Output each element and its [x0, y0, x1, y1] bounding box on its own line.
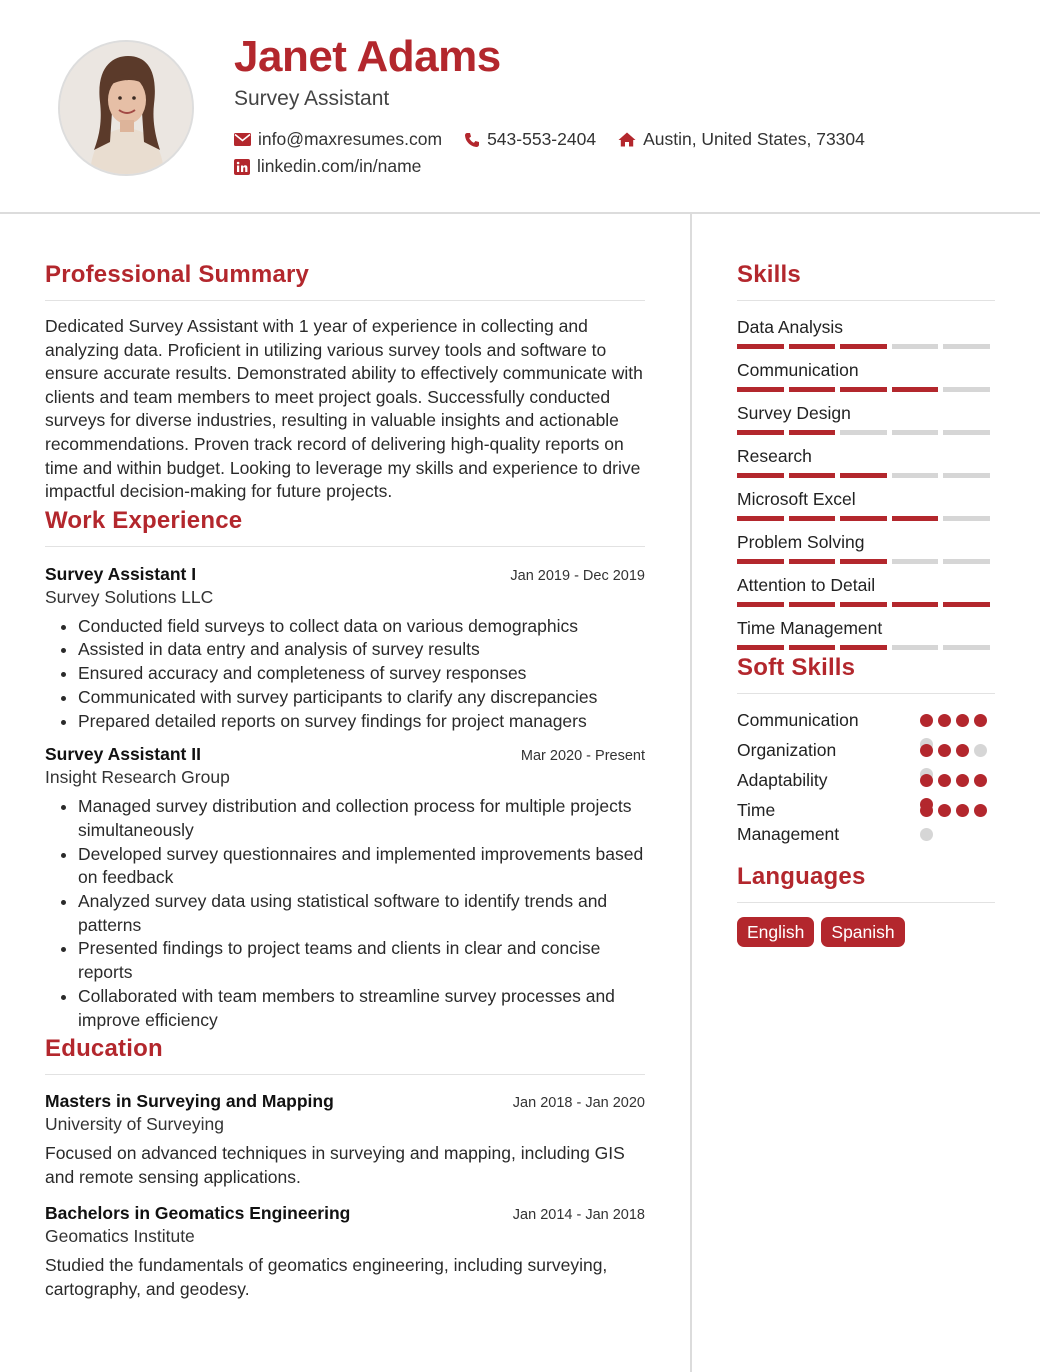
- job-company: Insight Research Group: [45, 767, 230, 788]
- skill-level-segment: [840, 387, 887, 392]
- contact-row: [234, 129, 887, 150]
- rating-dot: [938, 804, 951, 817]
- skill-level-segment: [737, 387, 784, 392]
- language-pill: English: [737, 917, 814, 947]
- education-description: Focused on advanced techniques in surveying and mapping, including GIS and remote sensing applications.: [45, 1143, 625, 1187]
- rating-dot: [920, 714, 933, 727]
- rating-dot: [920, 744, 933, 757]
- rating-dot: [974, 744, 987, 757]
- skill-item: [737, 315, 995, 349]
- skill-item: [737, 573, 995, 607]
- rating-dot: [938, 744, 951, 757]
- skill-level-segment: [943, 344, 990, 349]
- skill-level-segment: [892, 387, 939, 392]
- job-dates: Jan 2019 - Dec 2019: [510, 567, 645, 584]
- job-company: Survey Solutions LLC: [45, 586, 214, 607]
- degree-title: Masters in Surveying and Mapping: [45, 1091, 334, 1112]
- skill-level-segment: [737, 602, 784, 607]
- job-entry: [45, 742, 645, 1032]
- soft-skill-name: Time Management: [737, 800, 840, 844]
- job-bullets: [45, 615, 645, 734]
- skill-level-segment: [737, 344, 784, 349]
- skills-list: [737, 315, 995, 650]
- languages-list: [737, 917, 995, 947]
- job-title: Survey Assistant II: [45, 744, 201, 765]
- job-dates: Mar 2020 - Present: [520, 748, 645, 765]
- rating-dot: [956, 774, 969, 787]
- skill-level-segment: [789, 602, 836, 607]
- skill-name: Communication: [737, 360, 859, 380]
- avatar: [58, 40, 194, 176]
- skill-level-segment: [789, 473, 836, 478]
- job-bullet: • Developed survey questionnaires and implemented improvements based on feedback: [78, 843, 645, 890]
- rating-dot: [956, 804, 969, 817]
- job-bullet: • Ensured accuracy and completeness of survey responses: [78, 662, 645, 686]
- skill-item: [737, 487, 995, 521]
- skill-level-bar: [737, 559, 995, 564]
- main-column: [45, 258, 645, 1302]
- job-bullet: • Managed survey distribution and collection process for multiple projects simultaneously: [78, 795, 645, 842]
- soft-skills-list: [737, 708, 995, 848]
- soft-skills-heading: Soft Skills: [737, 654, 856, 681]
- soft-skill-name: Communication: [737, 710, 859, 730]
- skill-level-segment: [840, 559, 887, 564]
- education-entry: [45, 1089, 645, 1189]
- phone-text: 543-553-2404: [487, 129, 597, 149]
- skill-level-segment: [943, 387, 990, 392]
- job-bullet: • Assisted in data entry and analysis of survey results: [78, 638, 645, 662]
- experience-section: [45, 504, 645, 1033]
- skill-level-bar: [737, 473, 995, 478]
- resume-header: [0, 0, 1040, 214]
- skill-item: [737, 616, 995, 650]
- skill-name: Problem Solving: [737, 532, 865, 552]
- skill-name: Data Analysis: [737, 317, 844, 337]
- job-bullet: • Prepared detailed reports on survey findings for project managers: [78, 710, 645, 734]
- education-entry: [45, 1201, 645, 1301]
- rating-dot: [974, 714, 987, 727]
- skill-level-bar: [737, 430, 995, 435]
- job-bullets: [45, 795, 645, 1032]
- rating-dot: [920, 774, 933, 787]
- rating-dot: [956, 714, 969, 727]
- skill-level-segment: [943, 645, 990, 650]
- section-rule: [737, 902, 995, 903]
- education-section: [45, 1032, 645, 1301]
- skill-level-segment: [892, 602, 939, 607]
- rating-dot: [920, 804, 933, 817]
- skill-level-bar: [737, 516, 995, 521]
- contact-email[interactable]: [234, 129, 442, 150]
- skill-level-segment: [892, 430, 939, 435]
- rating-dot: [938, 714, 951, 727]
- skill-level-segment: [789, 344, 836, 349]
- skills-heading: Skills: [737, 261, 801, 288]
- soft-skill-item: [737, 798, 995, 848]
- contact-row-2: [234, 156, 443, 177]
- job-bullet: • Analyzed survey data using statistical software to identify trends and patterns: [78, 890, 645, 937]
- candidate-title: Survey Assistant: [234, 87, 390, 110]
- job-title: Survey Assistant I: [45, 563, 197, 584]
- skill-name: Microsoft Excel: [737, 489, 856, 509]
- candidate-name: Janet Adams: [234, 32, 501, 81]
- job-bullet: • Conducted field surveys to collect data on various demographics: [78, 615, 645, 639]
- rating-dot: [938, 774, 951, 787]
- summary-heading: Professional Summary: [45, 261, 310, 288]
- skills-section: [737, 258, 995, 650]
- soft-skill-name: Organization: [737, 740, 837, 760]
- skill-level-segment: [943, 559, 990, 564]
- school-name: Geomatics Institute: [45, 1226, 195, 1247]
- phone-icon: [464, 132, 480, 148]
- profile-photo: [60, 42, 192, 174]
- skill-level-segment: [840, 430, 887, 435]
- contact-location: [618, 129, 865, 150]
- contact-phone[interactable]: [464, 129, 596, 150]
- soft-skills-section: [737, 651, 995, 848]
- skill-level-segment: [737, 645, 784, 650]
- skill-level-segment: [737, 559, 784, 564]
- skill-level-segment: [892, 473, 939, 478]
- skill-level-segment: [840, 516, 887, 521]
- soft-skill-name: Adaptability: [737, 770, 828, 790]
- education-dates: Jan 2018 - Jan 2020: [512, 1095, 645, 1112]
- skill-level-segment: [789, 430, 836, 435]
- education-description: Studied the fundamentals of geomatics engineering, including surveying, cartography, and geodesy.: [45, 1255, 608, 1300]
- job-bullet: • Presented findings to project teams and clients in clear and concise reports: [78, 937, 645, 984]
- linkedin-text: linkedin.com/in/name: [257, 156, 422, 176]
- skill-level-segment: [840, 473, 887, 478]
- side-column: [737, 258, 995, 947]
- section-rule: [45, 546, 645, 547]
- languages-section: [737, 860, 995, 947]
- experience-heading: Work Experience: [45, 506, 243, 534]
- skill-item: [737, 401, 995, 435]
- skill-level-segment: [943, 473, 990, 478]
- linkedin-icon: [234, 159, 250, 175]
- skill-level-bar: [737, 387, 995, 392]
- skill-level-segment: [789, 645, 836, 650]
- skill-name: Research: [737, 446, 812, 466]
- skill-level-segment: [943, 516, 990, 521]
- location-text: Austin, United States, 73304: [643, 129, 865, 149]
- skill-level-bar: [737, 602, 995, 607]
- summary-text: Dedicated Survey Assistant with 1 year of experience in collecting and analyzing data. Proficient in utilizing various survey tools and software to ensure accurate results. Demonstrated ability to effectively communicate with clients and team members to meet project goals. Successfully conducted surveys for diverse industries, resulting in valuable insights and actionable recommendations. Proven track record of delivering high-quality reports on time and within budget. Looking to leverage my skills and experience to drive impactful decision-making for future projects.: [45, 316, 643, 502]
- job-bullet: • Communicated with survey participants to clarify any discrepancies: [78, 686, 645, 710]
- job-bullet: • Collaborated with team members to streamline survey processes and improve efficiency: [78, 985, 645, 1032]
- email-text: info@maxresumes.com: [258, 129, 443, 149]
- section-rule: [737, 300, 995, 301]
- school-name: University of Surveying: [45, 1114, 224, 1135]
- skill-name: Survey Design: [737, 403, 851, 423]
- skill-level-segment: [840, 645, 887, 650]
- rating-dot: [974, 774, 987, 787]
- contact-linkedin[interactable]: [234, 156, 421, 177]
- skill-level-segment: [840, 344, 887, 349]
- skill-level-bar: [737, 344, 995, 349]
- skill-item: [737, 530, 995, 564]
- section-rule: [45, 300, 645, 301]
- home-icon: [618, 132, 636, 147]
- languages-heading: Languages: [737, 863, 866, 890]
- skill-level-segment: [789, 559, 836, 564]
- soft-skill-item: [737, 708, 995, 738]
- education-heading: Education: [45, 1035, 163, 1063]
- skill-level-segment: [737, 473, 784, 478]
- skill-item: [737, 358, 995, 392]
- skill-level-segment: [737, 430, 784, 435]
- job-entry: [45, 562, 645, 734]
- rating-dot: [920, 828, 933, 841]
- skill-level-segment: [840, 602, 887, 607]
- rating-dot: [974, 804, 987, 817]
- skill-level-segment: [943, 430, 990, 435]
- skill-level-segment: [892, 559, 939, 564]
- education-dates: Jan 2014 - Jan 2018: [512, 1207, 645, 1224]
- skill-level-segment: [943, 602, 990, 607]
- skill-item: [737, 444, 995, 478]
- skill-name: Attention to Detail: [737, 575, 876, 595]
- degree-title: Bachelors in Geomatics Engineering: [45, 1203, 351, 1224]
- skill-level-segment: [789, 387, 836, 392]
- column-divider: [690, 214, 692, 1372]
- rating-dot: [956, 744, 969, 757]
- section-rule: [737, 693, 995, 694]
- soft-skill-rating: [920, 804, 995, 852]
- skill-level-segment: [892, 516, 939, 521]
- skill-level-segment: [737, 516, 784, 521]
- section-rule: [45, 1074, 645, 1075]
- skill-level-segment: [789, 516, 836, 521]
- envelope-icon: [234, 133, 251, 146]
- skill-level-segment: [892, 645, 939, 650]
- skill-level-bar: [737, 645, 995, 650]
- language-pill: Spanish: [821, 917, 904, 947]
- summary-section: [45, 258, 645, 504]
- skill-name: Time Management: [737, 618, 883, 638]
- skill-level-segment: [892, 344, 939, 349]
